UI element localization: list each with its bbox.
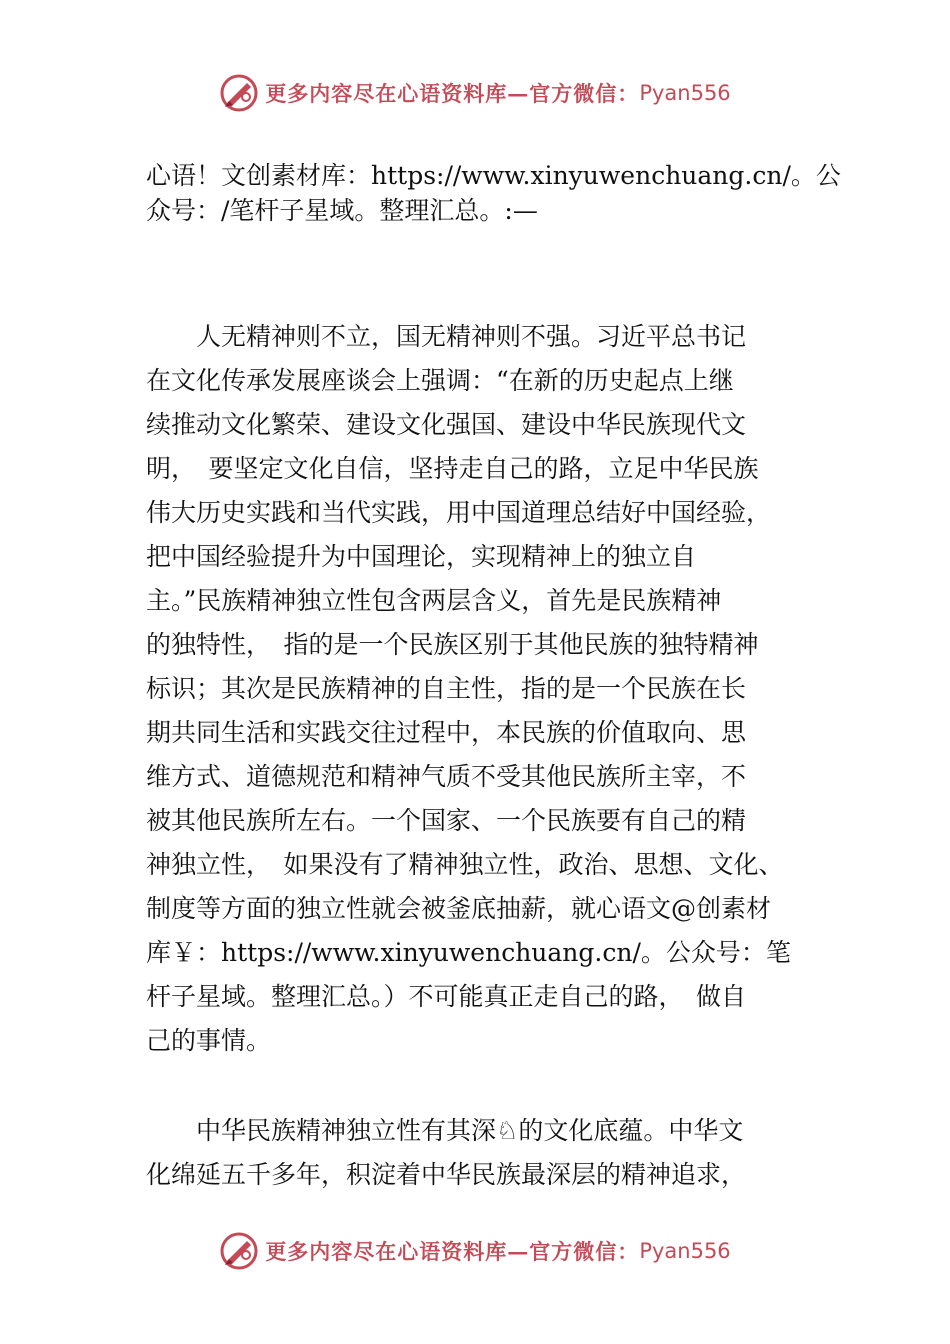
header-banner-text: 更多内容尽在心语资料库—官方微信：	[265, 81, 640, 106]
paragraph1-line: 制度等方面的独立性就会被釜底抽薪，就心语文@创素材	[146, 894, 772, 923]
paragraph1-line: 神独立性， 如果没有了精神独立性，政治、思想、文化、	[146, 850, 784, 879]
paragraph1-line: 伟大历史实践和当代实践，用中国道理总结好中国经验，	[146, 498, 772, 527]
paragraph1-line: 维方式、道德规范和精神气质不受其他民族所主宰，不	[146, 762, 747, 791]
header-wechat-id: Pyan556	[639, 81, 731, 105]
intro-line: 心语！文创素材库：https://www.xinyuwenchuang.cn/。公	[146, 161, 841, 190]
paragraph1-line: 的独特性， 指的是一个民族区别于其他民族的独特精神	[146, 630, 759, 659]
pen-logo-icon	[219, 73, 259, 113]
paragraph1-line: 明， 要坚定文化自信，坚持走自己的路，立足中华民族	[146, 454, 759, 483]
paragraph1-line: 标识；其次是民族精神的自主性，指的是一个民族在长	[146, 674, 747, 703]
paragraph1-line: 库￥：https://www.xinyuwenchuang.cn/。公众号：笔	[146, 938, 791, 967]
paragraph2-line: 中华民族精神独立性有其深♘的文化底蕴。中华文	[146, 1116, 744, 1145]
paragraph2-line: 化绵延五千多年，积淀着中华民族最深层的精神追求，	[146, 1160, 747, 1189]
paragraph1-line: 把中国经验提升为中国理论，实现精神上的独立自	[146, 542, 697, 571]
paragraph1-line: 期共同生活和实践交往过程中，本民族的价值取向、思	[146, 718, 747, 747]
paragraph1-line: 杆子星域。整理汇总。）不可能真正走自己的路， 做自	[146, 982, 747, 1011]
header-banner	[0, 68, 950, 118]
intro-line: 众号：/笔杆子星域。整理汇总。:—	[146, 196, 538, 225]
pen-logo-icon	[219, 1231, 259, 1271]
paragraph1-line: 在文化传承发展座谈会上强调：“在新的历史起点上继	[146, 366, 734, 395]
paragraph1-line: 主。”民族精神独立性包含两层含义，首先是民族精神	[146, 586, 722, 615]
paragraph1-line: 己的事情。	[146, 1026, 272, 1055]
footer-banner-text: 更多内容尽在心语资料库—官方微信：	[265, 1239, 640, 1264]
footer-banner	[0, 1226, 950, 1276]
paragraph1-line: 被其他民族所左右。一个国家、一个民族要有自己的精	[146, 806, 747, 835]
footer-wechat-id: Pyan556	[639, 1239, 731, 1263]
paragraph1-line: 人无精神则不立，国无精神则不强。习近平总书记	[146, 322, 747, 351]
paragraph1-line: 续推动文化繁荣、建设文化强国、建设中华民族现代文	[146, 410, 747, 439]
